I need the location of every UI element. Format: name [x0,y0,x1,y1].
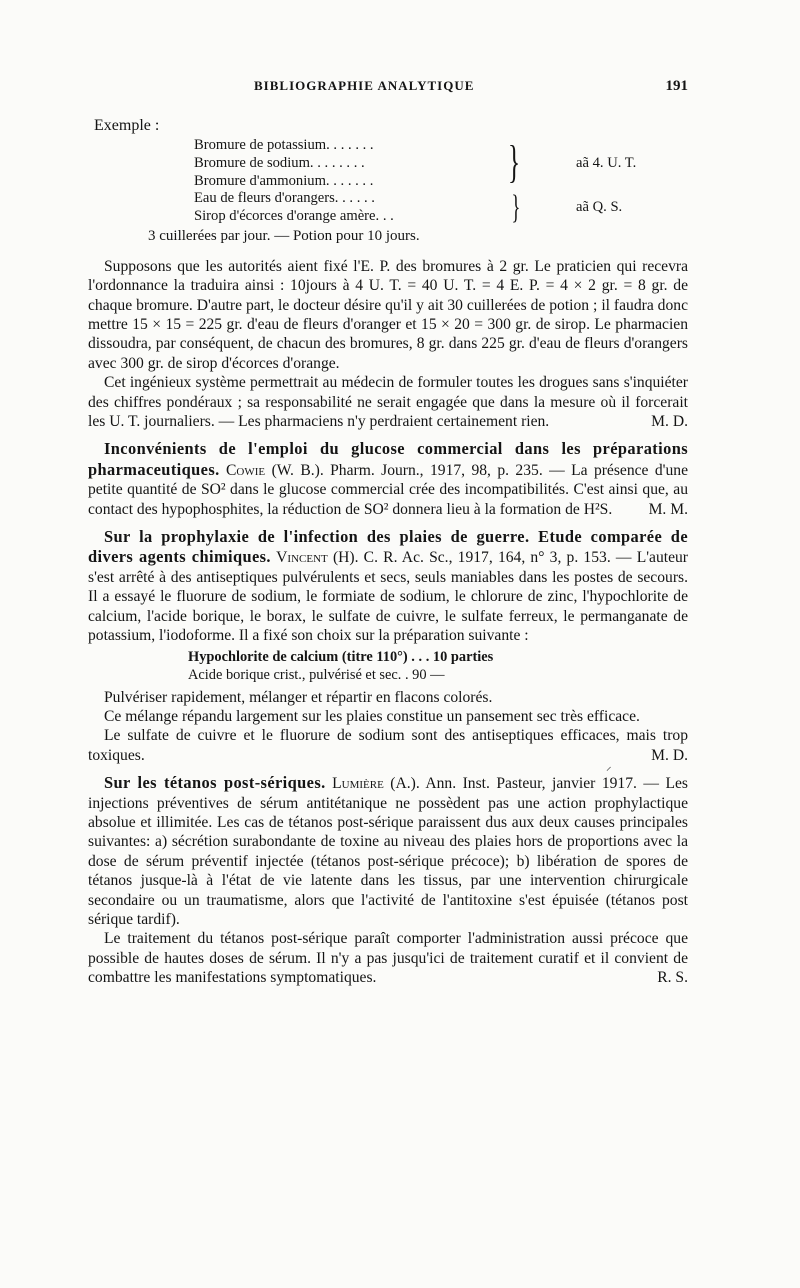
paragraph: Ce mélange répandu largement sur les plaies constitue un pansement sec très efficace. [104,707,640,725]
article-body: (W. B.). Pharm. Journ., 1917, 98, p. 235. — La présence d'une petite quantité de SO² dans le glucose commercial crée des incompatibilités. C'est ainsi que, au contact des hypophosphites, la réduction de SO² donnera lieu à la formation de H²S. [88,461,688,518]
formula-line: Sirop d'écorces d'orange amère. . . [194,207,394,224]
formula-line: Bromure de sodium. . . . . . . . [194,155,365,171]
signature: M. D. [651,746,688,764]
example-label: Exemple : [94,117,160,134]
signature: R. S. [657,969,688,987]
article [88,773,688,987]
article-title: Sur la prophylaxie de l'infection des plaies de guerre. Etude comparée de divers agents chimiques. [88,527,688,567]
article-paragraph [88,527,688,645]
article-title: Sur les tétanos post-sériques. [104,773,326,793]
brace-icon: } [507,136,520,188]
formula-line: Eau de fleurs d'orangers. . . . . . [194,190,375,207]
paragraph-text: Le sulfate de cuivre et le fluorure de sodium sont des antiseptiques efficaces, mais trop toxiques. [88,727,688,764]
paragraph: Supposons que les autorités aient fixé l'E. P. des bromures à 2 gr. Le praticien qui recevra l'ordonnance la traduira ainsi : 10jours à 4 U. T. = 40 U. T. = 4 E. P. = 4 × 2 gr. = 8 gr. de chaque bromure. D'autre part, le docteur désire qu'il y ait 30 cuillerées de potion ; il faudra donc mettre 15 × 15 = 225 gr. d'eau de fleurs d'oranger et 15 × 20 = 300 gr. de sirop. Le pharmacien dissoudra, par conséquent, de chacun des bromures, 8 gr. dans 225 gr. d'eau de fleurs d'orangers avec 300 gr. de sirop d'écorces d'orange. [88,257,688,372]
article [88,439,688,519]
paragraph: Pulvériser rapidement, mélanger et répartir en flacons colorés. [104,688,493,706]
article-author: Lumière [332,775,384,793]
article-paragraph [88,773,688,929]
article-title: Inconvénients de l'emploi du glucose commercial dans les préparations pharmaceutiques. [88,439,688,479]
signature: M. M. [648,500,688,518]
brace-icon: } [511,189,520,227]
recipe-line: Acide borique crist., pulvérisé et sec. . 90 — [188,666,445,683]
paragraph [88,373,688,431]
article-author: Cowie [226,461,266,479]
signature: M. D. [651,413,688,431]
print-mark-icon: ⸝ [606,761,612,773]
page-header [88,78,688,98]
paragraph-text: Le traitement du tétanos post-sérique paraît comporter l'administration aussi précoce que possible de hautes doses de sérum. Il n'y a pas jusqu'ici de traitement curatif et il convient de combattre les manifestations symptomatiques. [88,930,688,987]
recipe-line: Hypochlorite de calcium (titre 110°) . . . 10 parties [188,648,494,665]
posology: 3 cuillerées par jour. — Potion pour 10 jours. [148,228,420,245]
recipe [188,648,688,684]
formula-line: Bromure de potassium. . . . . . . [194,137,374,154]
formula-line: Bromure d'ammonium. . . . . . . [194,172,374,189]
page-number: 191 [665,78,688,94]
paragraph [88,929,688,987]
paragraph [88,726,688,765]
article-body: (H). C. R. Ac. Sc., 1917, 164, n° 3, p. 153. — L'auteur s'est arrêté à des antiseptiques pulvérulents et secs, seuls maniables dans les postes de secours. Il a essayé le fluorure de sodium, le formiate de sodium, le chlorure de zinc, l'hypochlorite de calcium, l'acide borique, le borax, le sulfate de cuivre, le sulfate ferreux, le permanganate de potassium, l'iodoforme. Il a fixé son choix sur la préparation suivante : [88,549,689,645]
article-paragraph [88,439,688,519]
formula-quantity: aã Q. S. [576,199,623,216]
page-content [88,116,688,988]
paragraph-text: Cet ingénieux système permettrait au médecin de formuler toutes les drogues sans s'inquiéter des chiffres pondéraux ; sa responsabilité ne serait engagée que dans la mesure où il forcerait les U. T. journaliers. — Les pharmaciens n'y perdraient certainement rien. [88,374,688,431]
formula-quantity: aã 4. U. T. [576,155,637,172]
running-title: BIBLIOGRAPHIE ANALYTIQUE [254,78,475,93]
article-body: (A.). Ann. Inst. Pasteur, janvier 1917. — Les injections préventives de sérum antitétanique ne possèdent pas une action prophylactique absolue et illimitée. Les cas de tétanos post-sérique paraissent dus aux deux causes principales suivantes: a) sécrétion surabondante de toxine au niveau des plaies hors de proportions avec la dose de sérum préventif injectée (tétanos post-sérique précoce); b) libération de spores de tétanos jusque-là à l'état de vie latente dans les tissus, par une intervention chirurgicale secondaire ou un traumatisme, alors que l'activité de l'antitoxine s'est épuisée (tétanos post sérique tardif). [88,775,688,928]
example-section [88,116,688,431]
article-author: Vincent [276,549,328,567]
prescription-formula [194,136,637,227]
article [88,527,688,765]
